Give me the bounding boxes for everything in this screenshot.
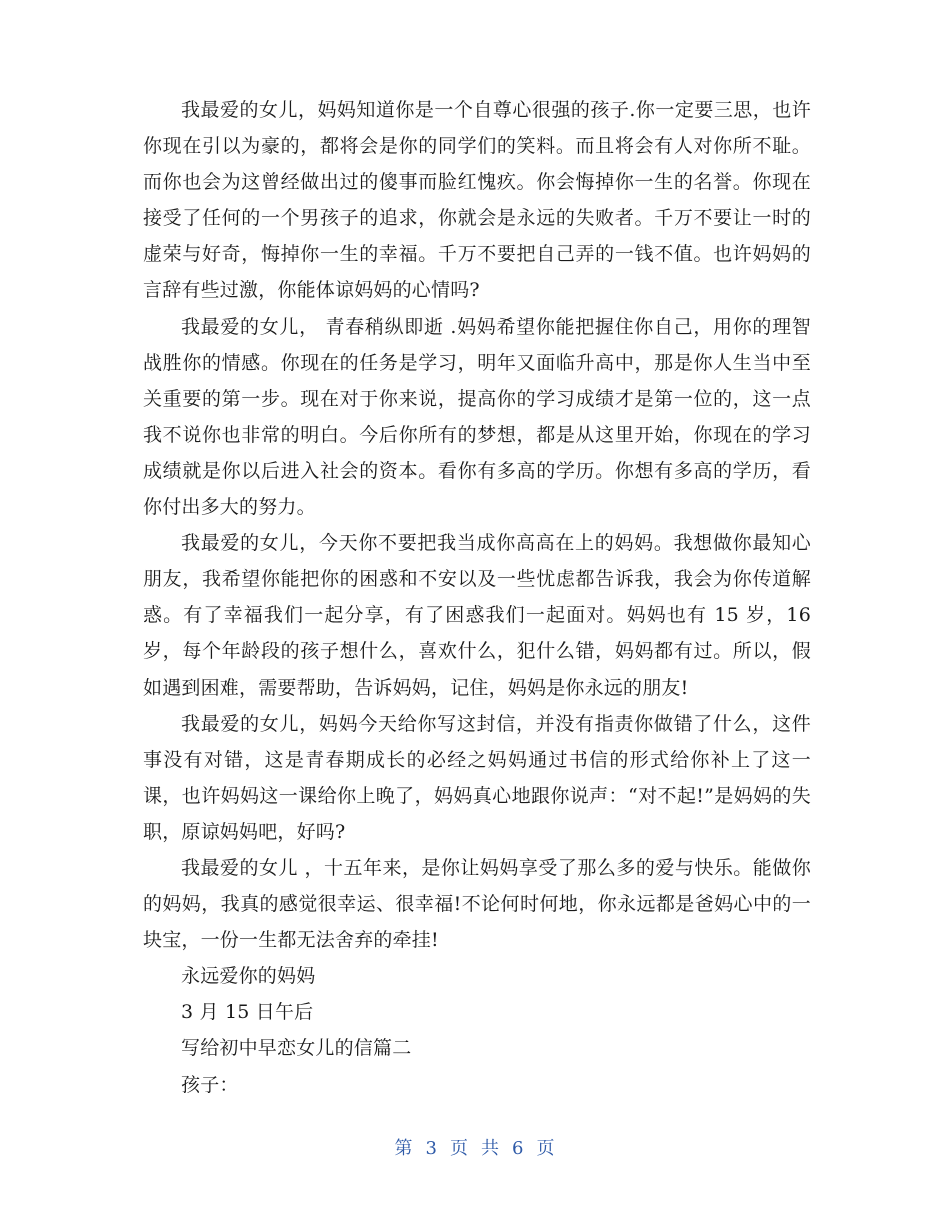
paragraph-1: 我最爱的女儿，妈妈知道你是一个自尊心很强的孩子.你一定要三思，也许你现在引以为豪的，都将会是你的同学们的笑料。而且将会有人对你所不耻。而你也会为这曾经做出过的傻事而脸红愧疚。你会悔掉你一生的名誉。你现在接受了任何的一个男孩子的追求，你就会是永远的失败者。千万不要让一时的虚荣与好奇，悔掉你一生的幸福。千万不要把自己弄的一钱不值。也许妈妈的言辞有些过激，你能体谅妈妈的心情吗?	[143, 99, 811, 302]
paragraph-2: 我最爱的女儿， 青春稍纵即逝 .妈妈希望你能把握住你自己，用你的理智战胜你的情感。你现在的任务是学习，明年又面临升高中，那是你人生当中至关重要的第一步。现在对于你来说，提高你的学习成绩才是第一位的，这一点我不说你也非常的明白。今后你所有的梦想，都是从这里开始，你现在的学习成绩就是你以后进入社会的资本。看你有多高的学历。你想有多高的学历，看你付出多大的努力。	[143, 315, 811, 519]
paragraph-3: 我最爱的女儿，今天你不要把我当成你高高在上的妈妈。我想做你最知心朋友，我希望你能把你的困惑和不安以及一些忧虑都告诉我，我会为你传道解惑。有了幸福我们一起分享，有了困惑我们一起面对。妈妈也有 15 岁，16 岁，每个年龄段的孩子想什么，喜欢什么，犯什么错，妈妈都有过。所以，假如遇到困难，需要帮助，告诉妈妈，记住，妈妈是你永远的朋友!	[143, 532, 811, 699]
page-footer	[0, 1134, 950, 1160]
footer-suffix: 页	[536, 1138, 556, 1159]
footer-total-prefix: 共	[481, 1138, 500, 1159]
section-title: 写给初中早恋女儿的信篇二	[181, 1037, 412, 1060]
footer-page-word: 页	[450, 1138, 469, 1159]
letter-body	[143, 92, 811, 1103]
signature: 永远爱你的妈妈	[181, 965, 316, 988]
footer-total-pages: 6	[512, 1138, 525, 1159]
salutation: 孩子：	[181, 1073, 239, 1096]
paragraph-4: 我最爱的女儿，妈妈今天给你写这封信，并没有指责你做错了什么，这件事没有对错，这是青春期成长的必经之妈妈通过书信的形式给你补上了这一课，也许妈妈这一课给你上晚了，妈妈真心地跟你说声：“对不起!”是妈妈的失职，原谅妈妈吧，好吗?	[143, 712, 811, 843]
paragraph-5: 我最爱的女儿 ，十五年来，是你让妈妈享受了那么多的爱与快乐。能做你的妈妈，我真的感觉很幸运、很幸福!不论何时何地，你永远都是爸妈心中的一块宝，一份一生都无法舍弃的牵挂!	[143, 856, 811, 952]
footer-page-number: 3	[425, 1138, 438, 1159]
footer-prefix: 第	[394, 1138, 414, 1159]
letter-date: 3 月 15 日午后	[181, 1001, 314, 1024]
